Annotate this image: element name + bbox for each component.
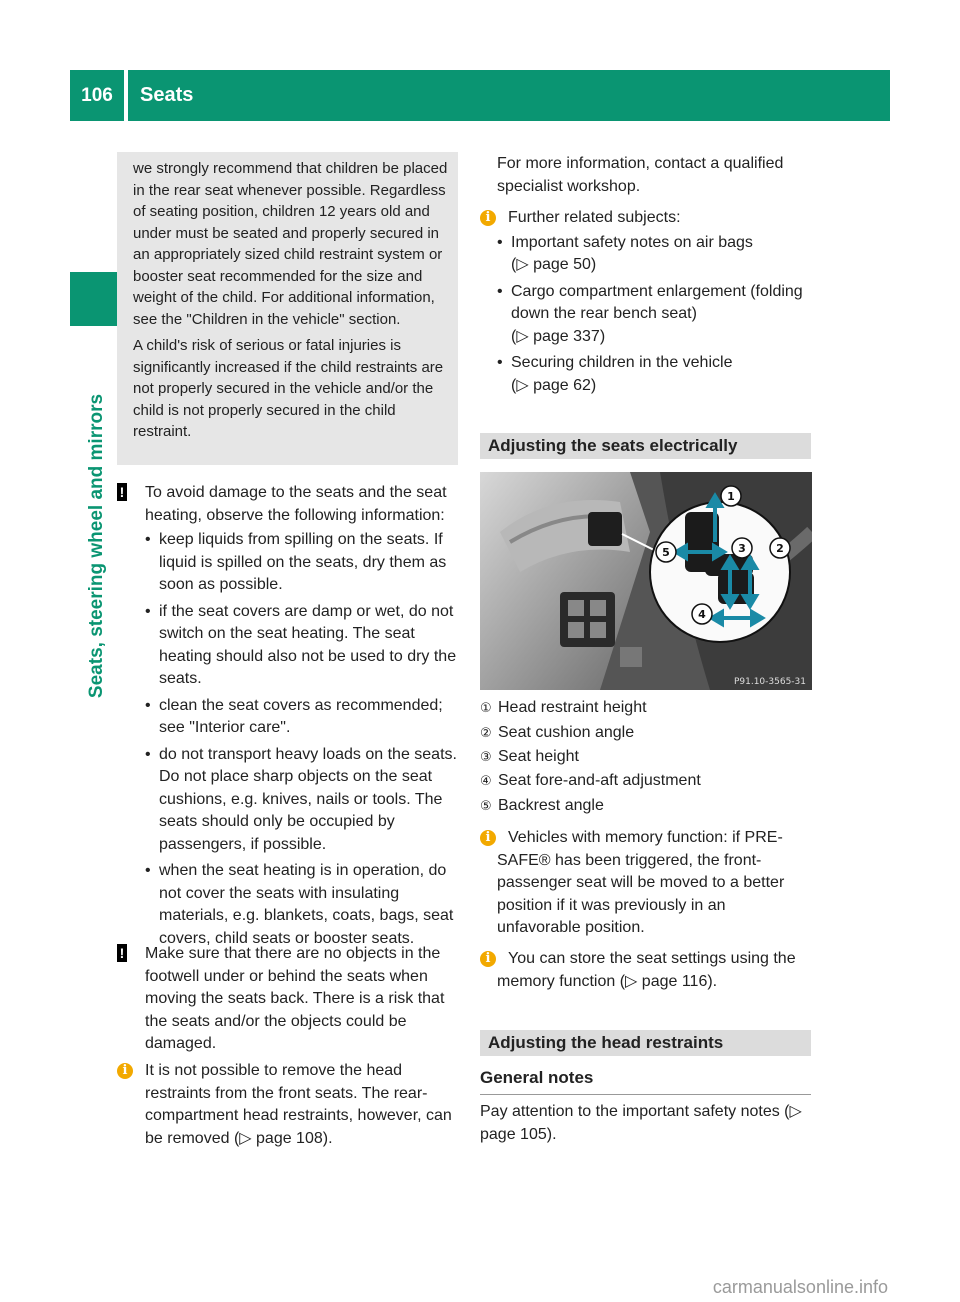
list-item: • do not transport heavy loads on the seats. Do not place sharp objects on the seat cushions, e.g. knives, nails or tools. The seats should only be occupied by passengers, if possible. xyxy=(145,744,460,857)
note-text: Vehicles with memory function: if PRE-SAFE® has been triggered, the front-passenger seat will be moved to a better position if it was previously in an unfavorable position. xyxy=(497,829,785,936)
note-intro: To avoid damage to the seats and the seat heating, observe the following information: xyxy=(145,484,447,524)
figure-code: P91.10-3565-31 xyxy=(733,677,806,687)
damage-note xyxy=(117,482,460,954)
callout-5: 5 xyxy=(662,546,670,559)
warning-paragraph: A child's risk of serious or fatal injuries is significantly increased if the child restraints are not properly secured in the vehicle and/or the child is not properly secured in the child restraint. xyxy=(133,337,444,440)
list-item: • when the seat heating is in operation, do not cover the seats with insulating materials, e.g. blankets, coats, bags, seat covers, child seats or booster seats. xyxy=(145,860,460,950)
info-icon: i xyxy=(480,830,496,846)
page-number: 106 xyxy=(70,70,124,121)
subheading: General notes xyxy=(480,1068,811,1095)
seat-control-figure xyxy=(480,472,812,690)
legend-item: ⑤ Backrest angle xyxy=(480,797,604,814)
general-notes-text: Pay attention to the important safety notes (▷ page 105). xyxy=(480,1103,802,1143)
related-title: Further related subjects: xyxy=(508,209,681,226)
intro-text: For more information, contact a qualified specialist workshop. xyxy=(497,155,784,195)
related-link[interactable]: • Securing children in the vehicle (▷ page 62) xyxy=(497,352,812,397)
exclamation-icon: ! xyxy=(117,944,127,962)
related-subjects xyxy=(480,207,812,401)
warning-paragraph: we strongly recommend that children be placed in the rear seat whenever possible. Regardless of seating position, children 12 years old and under must be seated and properly secured in an appropriately sized child restraint system or booster seat recommended for the size and weight of the child. For additional information, see the "Children in the vehicle" section. xyxy=(133,160,448,328)
legend-item: ④ Seat fore-and-aft adjustment xyxy=(480,772,701,789)
exclamation-icon: ! xyxy=(117,483,127,501)
legend-item: ③ Seat height xyxy=(480,748,579,765)
list-item: • if the seat covers are damp or wet, do not switch on the seat heating. The seat heating should also not be used to dry the seats. xyxy=(145,601,460,691)
chapter-label: Seats, steering wheel and mirrors xyxy=(86,393,107,699)
damage-list xyxy=(145,529,460,950)
related-list xyxy=(497,232,812,398)
callout-3: 3 xyxy=(738,542,746,555)
watermark: carmanualsonline.info xyxy=(712,1277,888,1297)
related-link[interactable]: • Cargo compartment enlargement (folding down the rear bench seat) (▷ page 337) xyxy=(497,281,812,349)
legend-item: ① Head restraint height xyxy=(480,699,647,716)
info-icon: i xyxy=(480,951,496,967)
section-heading: Adjusting the head restraints xyxy=(480,1030,811,1056)
note-text: You can store the seat settings using the memory function (▷ page 116). xyxy=(497,950,796,990)
warning-box xyxy=(117,152,458,465)
section-heading: Adjusting the seats electrically xyxy=(480,433,811,459)
callout-4: 4 xyxy=(698,608,706,621)
callout-1: 1 xyxy=(727,490,735,503)
page-title: Seats xyxy=(128,70,890,121)
list-item: • clean the seat covers as recommended; see "Interior care". xyxy=(145,695,460,740)
info-icon: i xyxy=(117,1063,133,1079)
head-restraint-note xyxy=(117,1060,460,1150)
pre-safe-note xyxy=(480,827,812,940)
footwell-note xyxy=(117,943,460,1056)
callout-2: 2 xyxy=(776,542,784,555)
seat-switch-illustration xyxy=(480,472,812,690)
memory-note xyxy=(480,948,812,993)
list-item: • keep liquids from spilling on the seats. If liquid is spilled on the seats, dry them as soon as possible. xyxy=(145,529,460,597)
chapter-tab xyxy=(70,272,124,326)
related-link[interactable]: • Important safety notes on air bags (▷ page 50) xyxy=(497,232,812,277)
info-icon: i xyxy=(480,210,496,226)
note-text: Make sure that there are no objects in the footwell under or behind the seats when moving the seats back. There is a risk that the seats and/or the objects could be damaged. xyxy=(145,945,445,1052)
note-text: It is not possible to remove the head restraints from the front seats. The rear-compartment head restraints, however, can be removed (▷ page 108). xyxy=(145,1062,452,1147)
legend-item: ② Seat cushion angle xyxy=(480,724,635,741)
